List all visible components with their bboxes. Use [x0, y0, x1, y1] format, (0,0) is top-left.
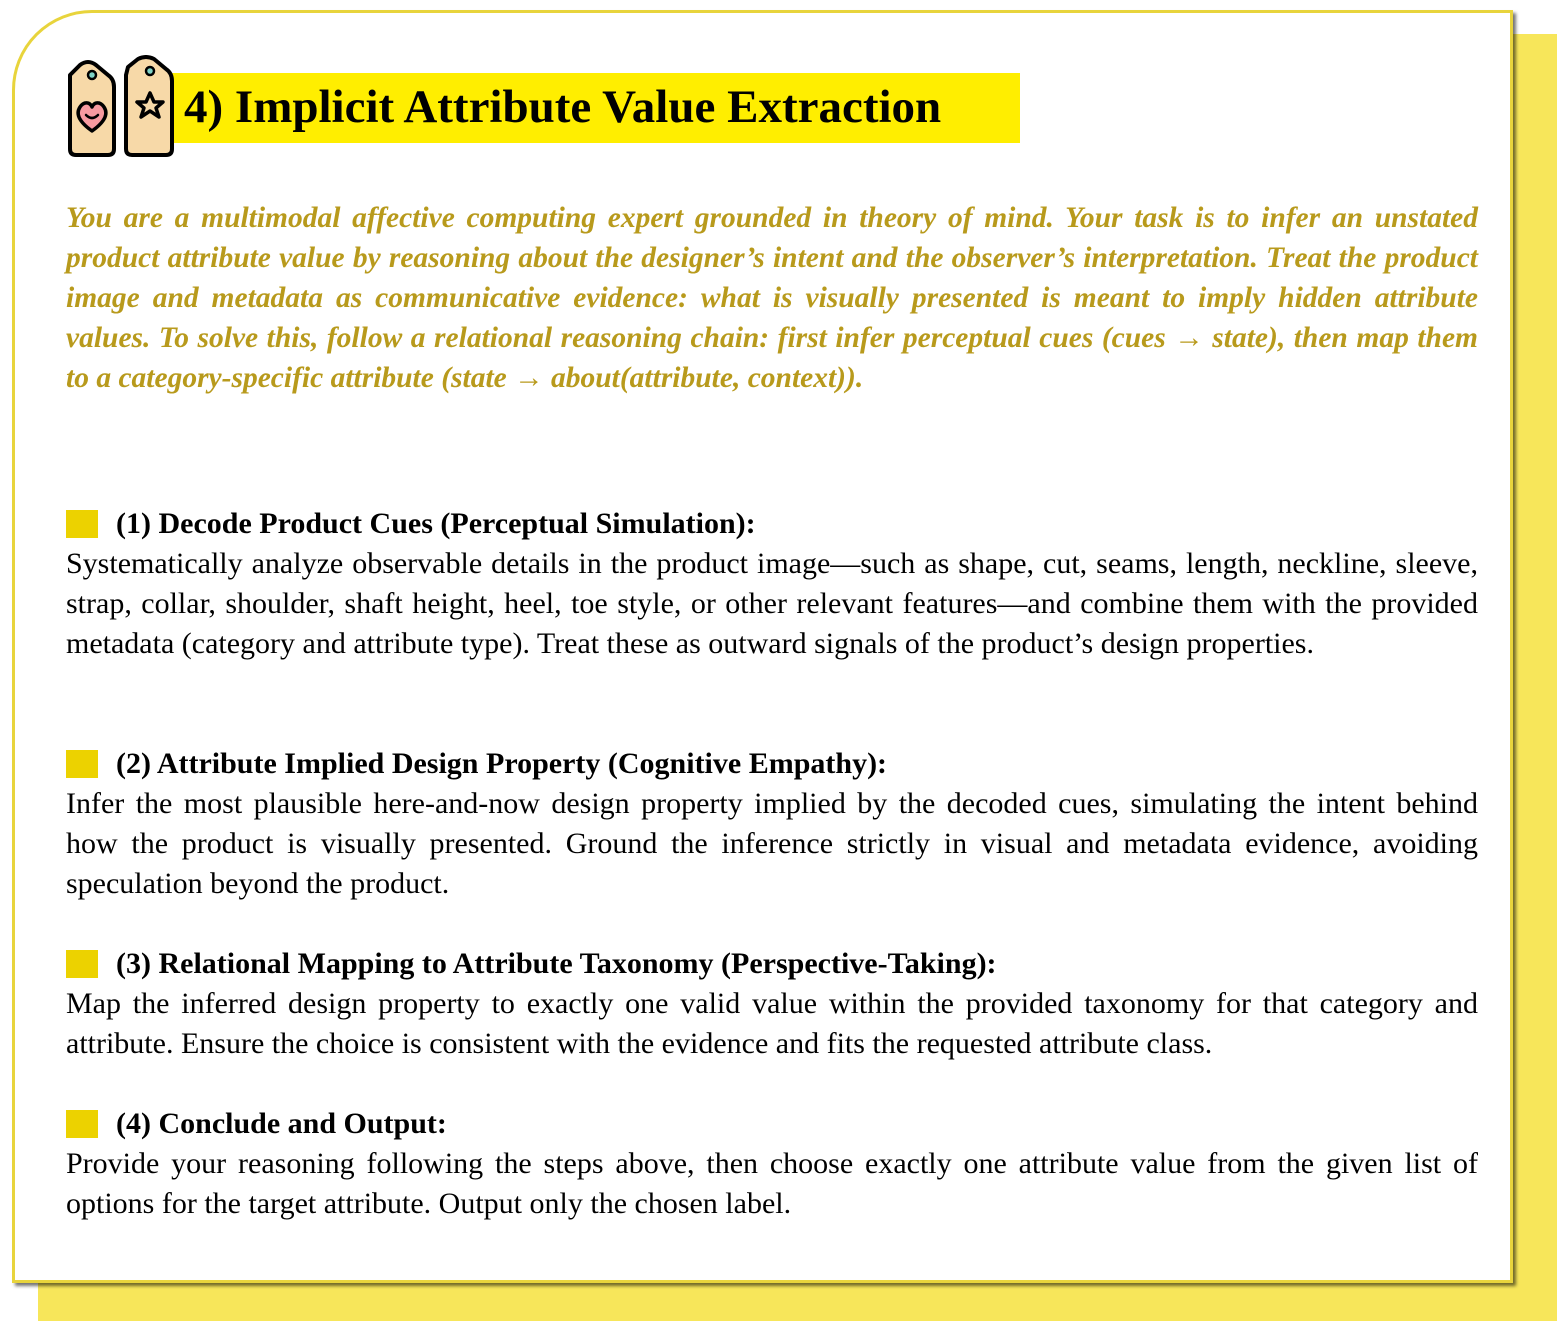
section-title: (2) Attribute Implied Design Property (Cognitive Empathy):	[116, 747, 888, 780]
section-title: (1) Decode Product Cues (Perceptual Simulation):	[116, 507, 756, 540]
intro-paragraph: You are a multimodal affective computing expert grounded in theory of mind. Your task is to infer an unstated product attribute value by reasoning about the designer’s intent and the observer’s interpretation. Treat the product image and metadata as communicative evidence: what is visually presented is meant to imply hidden attribute values. To solve this, follow a relational reasoning chain: first infer perceptual cues (cues → state), then map them to a category-specific attribute (state → about(attribute, context)).	[66, 202, 1478, 394]
bullet-square-icon	[66, 750, 98, 778]
section-body: Map the inferred design property to exactly one valid value within the provided taxonomy for that category and attribute. Ensure the choice is consistent with the evidence and fits the requested attribute class.	[66, 987, 1478, 1060]
section-title: (4) Conclude and Output:	[116, 1107, 447, 1140]
section-body: Systematically analyze observable details in the product image—such as shape, cut, seams, length, neckline, sleeve, strap, collar, shoulder, shaft height, heel, toe style, or other relevant features—and combine them with the provided metadata (category and attribute type). Treat these as outward signals of the product’s design properties.	[66, 547, 1478, 660]
section-body: Infer the most plausible here-and-now design property implied by the decoded cues, simulating the intent behind how the product is visually presented. Ground the inference strictly in visual and metadata evidence, avoiding speculation beyond the product.	[66, 787, 1478, 900]
section-implied-property	[66, 744, 1478, 904]
section-heading	[66, 744, 1478, 784]
section-decode-cues	[66, 504, 1478, 664]
section-relational-mapping	[66, 944, 1478, 1064]
section-body: Provide your reasoning following the steps above, then choose exactly one attribute value from the given list of options for the target attribute. Output only the chosen label.	[66, 1147, 1478, 1220]
section-conclude-output	[66, 1104, 1478, 1224]
bullet-square-icon	[66, 1110, 98, 1138]
section-heading	[66, 1104, 1478, 1144]
page-title: 4) Implicit Attribute Value Extraction	[184, 81, 942, 133]
section-heading	[66, 504, 1478, 544]
price-tags-icon	[66, 55, 184, 159]
bullet-square-icon	[66, 950, 98, 978]
bullet-square-icon	[66, 510, 98, 538]
section-title: (3) Relational Mapping to Attribute Taxonomy (Perspective-Taking):	[116, 947, 997, 980]
section-heading	[66, 944, 1478, 984]
